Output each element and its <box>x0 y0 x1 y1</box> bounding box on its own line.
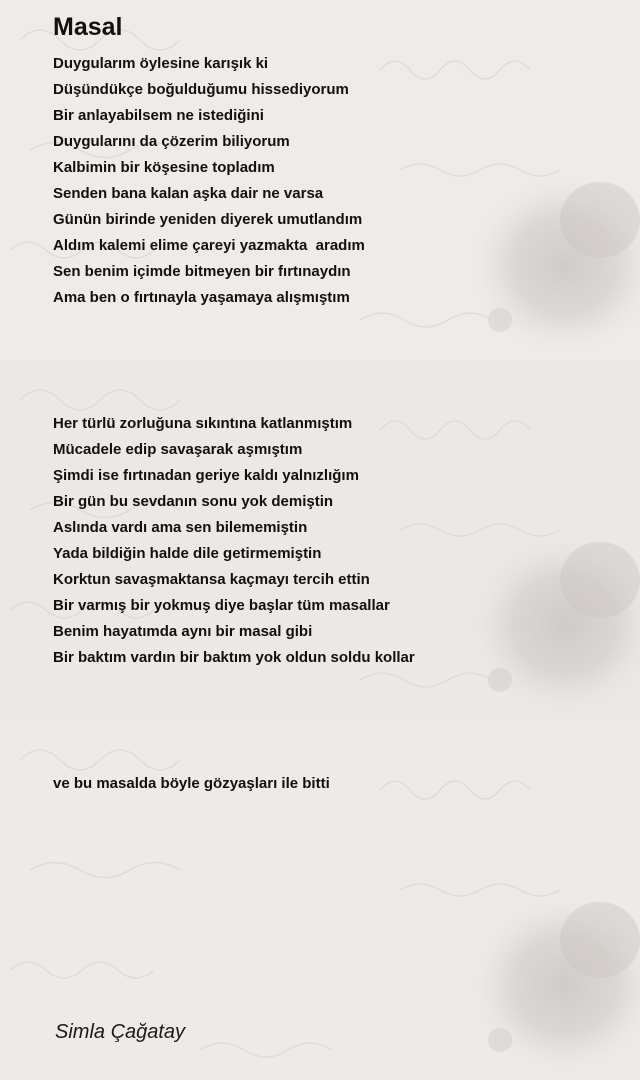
poem-line: Benim hayatımda aynı bir masal gibi <box>53 623 313 640</box>
poem-line: Şimdi ise fırtınadan geriye kaldı yalnızlığım <box>53 467 359 484</box>
poem-title: Masal <box>53 13 123 41</box>
poem-line: Ama ben o fırtınayla yaşamaya alışmıştım <box>53 289 350 306</box>
poem-line: Düşündükçe boğulduğumu hissediyorum <box>53 81 349 98</box>
poem-line: Duygularım öylesine karışık ki <box>53 55 269 72</box>
stanza-2 <box>53 413 415 673</box>
poem-line: Korktun savaşmaktansa kaçmayı tercih ettin <box>53 571 370 588</box>
poem-line: Aslında vardı ama sen bilememiştin <box>53 519 308 536</box>
poem-line: Senden bana kalan aşka dair ne varsa <box>53 185 324 202</box>
poem-line: Her türlü zorluğuna sıkıntına katlanmıştım <box>53 415 353 432</box>
poem-line: Aldım kalemi elime çareyi yazmakta aradım <box>53 237 365 254</box>
poem-line: Bir anlayabilsem ne istediğini <box>53 107 264 124</box>
poem-line: Bir baktım vardın bir baktım yok oldun soldu kollar <box>53 649 415 666</box>
stanza-3 <box>53 773 330 799</box>
poem-line: Sen benim içimde bitmeyen bir fırtınaydın <box>53 263 351 280</box>
poem-line: Bir gün bu sevdanın sonu yok demiştin <box>53 493 334 510</box>
poem-line: ve bu masalda böyle gözyaşları ile bitti <box>53 775 330 792</box>
poem-line: Kalbimin bir köşesine topladım <box>53 159 275 176</box>
poem-line: Mücadele edip savaşarak aşmıştım <box>53 441 303 458</box>
stanza-1 <box>53 53 365 313</box>
poem-line: Duygularını da çözerim biliyorum <box>53 133 290 150</box>
poem-line: Günün birinde yeniden diyerek umutlandım <box>53 211 363 228</box>
poem-line: Yada bildiğin halde dile getirmemiştin <box>53 545 322 562</box>
poem-author: Simla Çağatay <box>55 1021 186 1043</box>
poem-line: Bir varmış bir yokmuş diye başlar tüm masallar <box>53 597 390 614</box>
